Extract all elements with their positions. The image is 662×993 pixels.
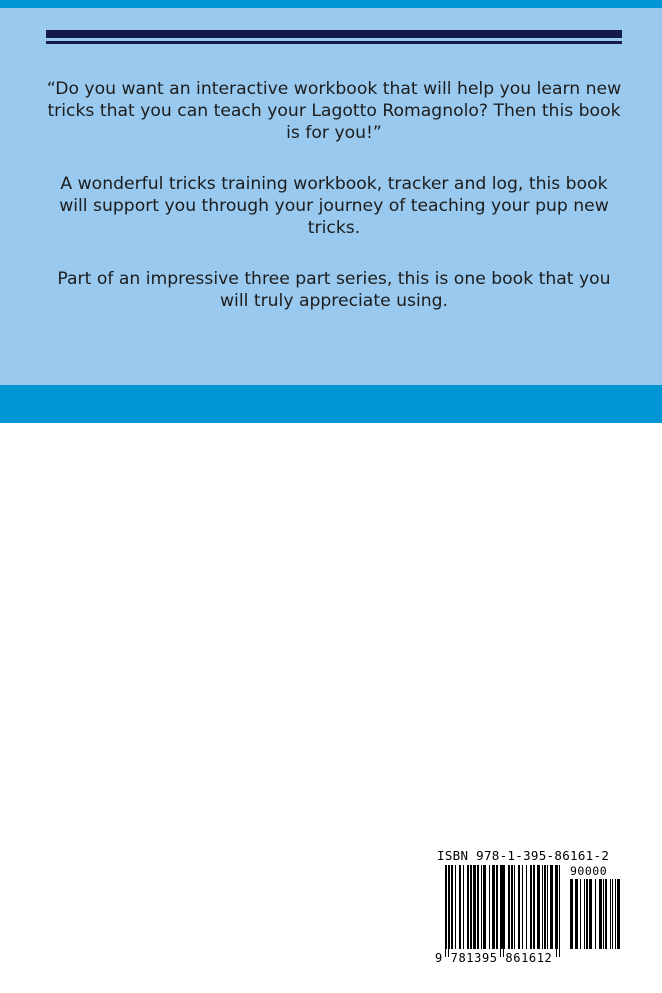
header-rule-thick <box>46 30 622 38</box>
top-accent-strip <box>0 0 662 8</box>
isbn-label: ISBN 978-1-395-86161-2 <box>437 848 610 863</box>
blurb-panel <box>0 8 662 385</box>
header-rule-thin <box>46 41 622 44</box>
barcode-box <box>430 845 630 975</box>
blurb-text <box>46 78 622 312</box>
price-code: 90000 <box>570 864 608 878</box>
blue-band <box>0 385 662 423</box>
blurb-paragraph-1: “Do you want an interactive workbook that will help you learn new tricks that you can teach your Lagotto Romagnolo? Then this book is for you!” <box>46 79 622 143</box>
blurb-paragraph-2: A wonderful tricks training workbook, tracker and log, this book will support you through your journey of teaching your pup new tricks. <box>59 174 609 238</box>
ean-digits: 9 781395 861612 <box>435 951 553 965</box>
blurb-paragraph-3: Part of an impressive three part series, this is one book that you will truly appreciate using. <box>57 269 611 311</box>
